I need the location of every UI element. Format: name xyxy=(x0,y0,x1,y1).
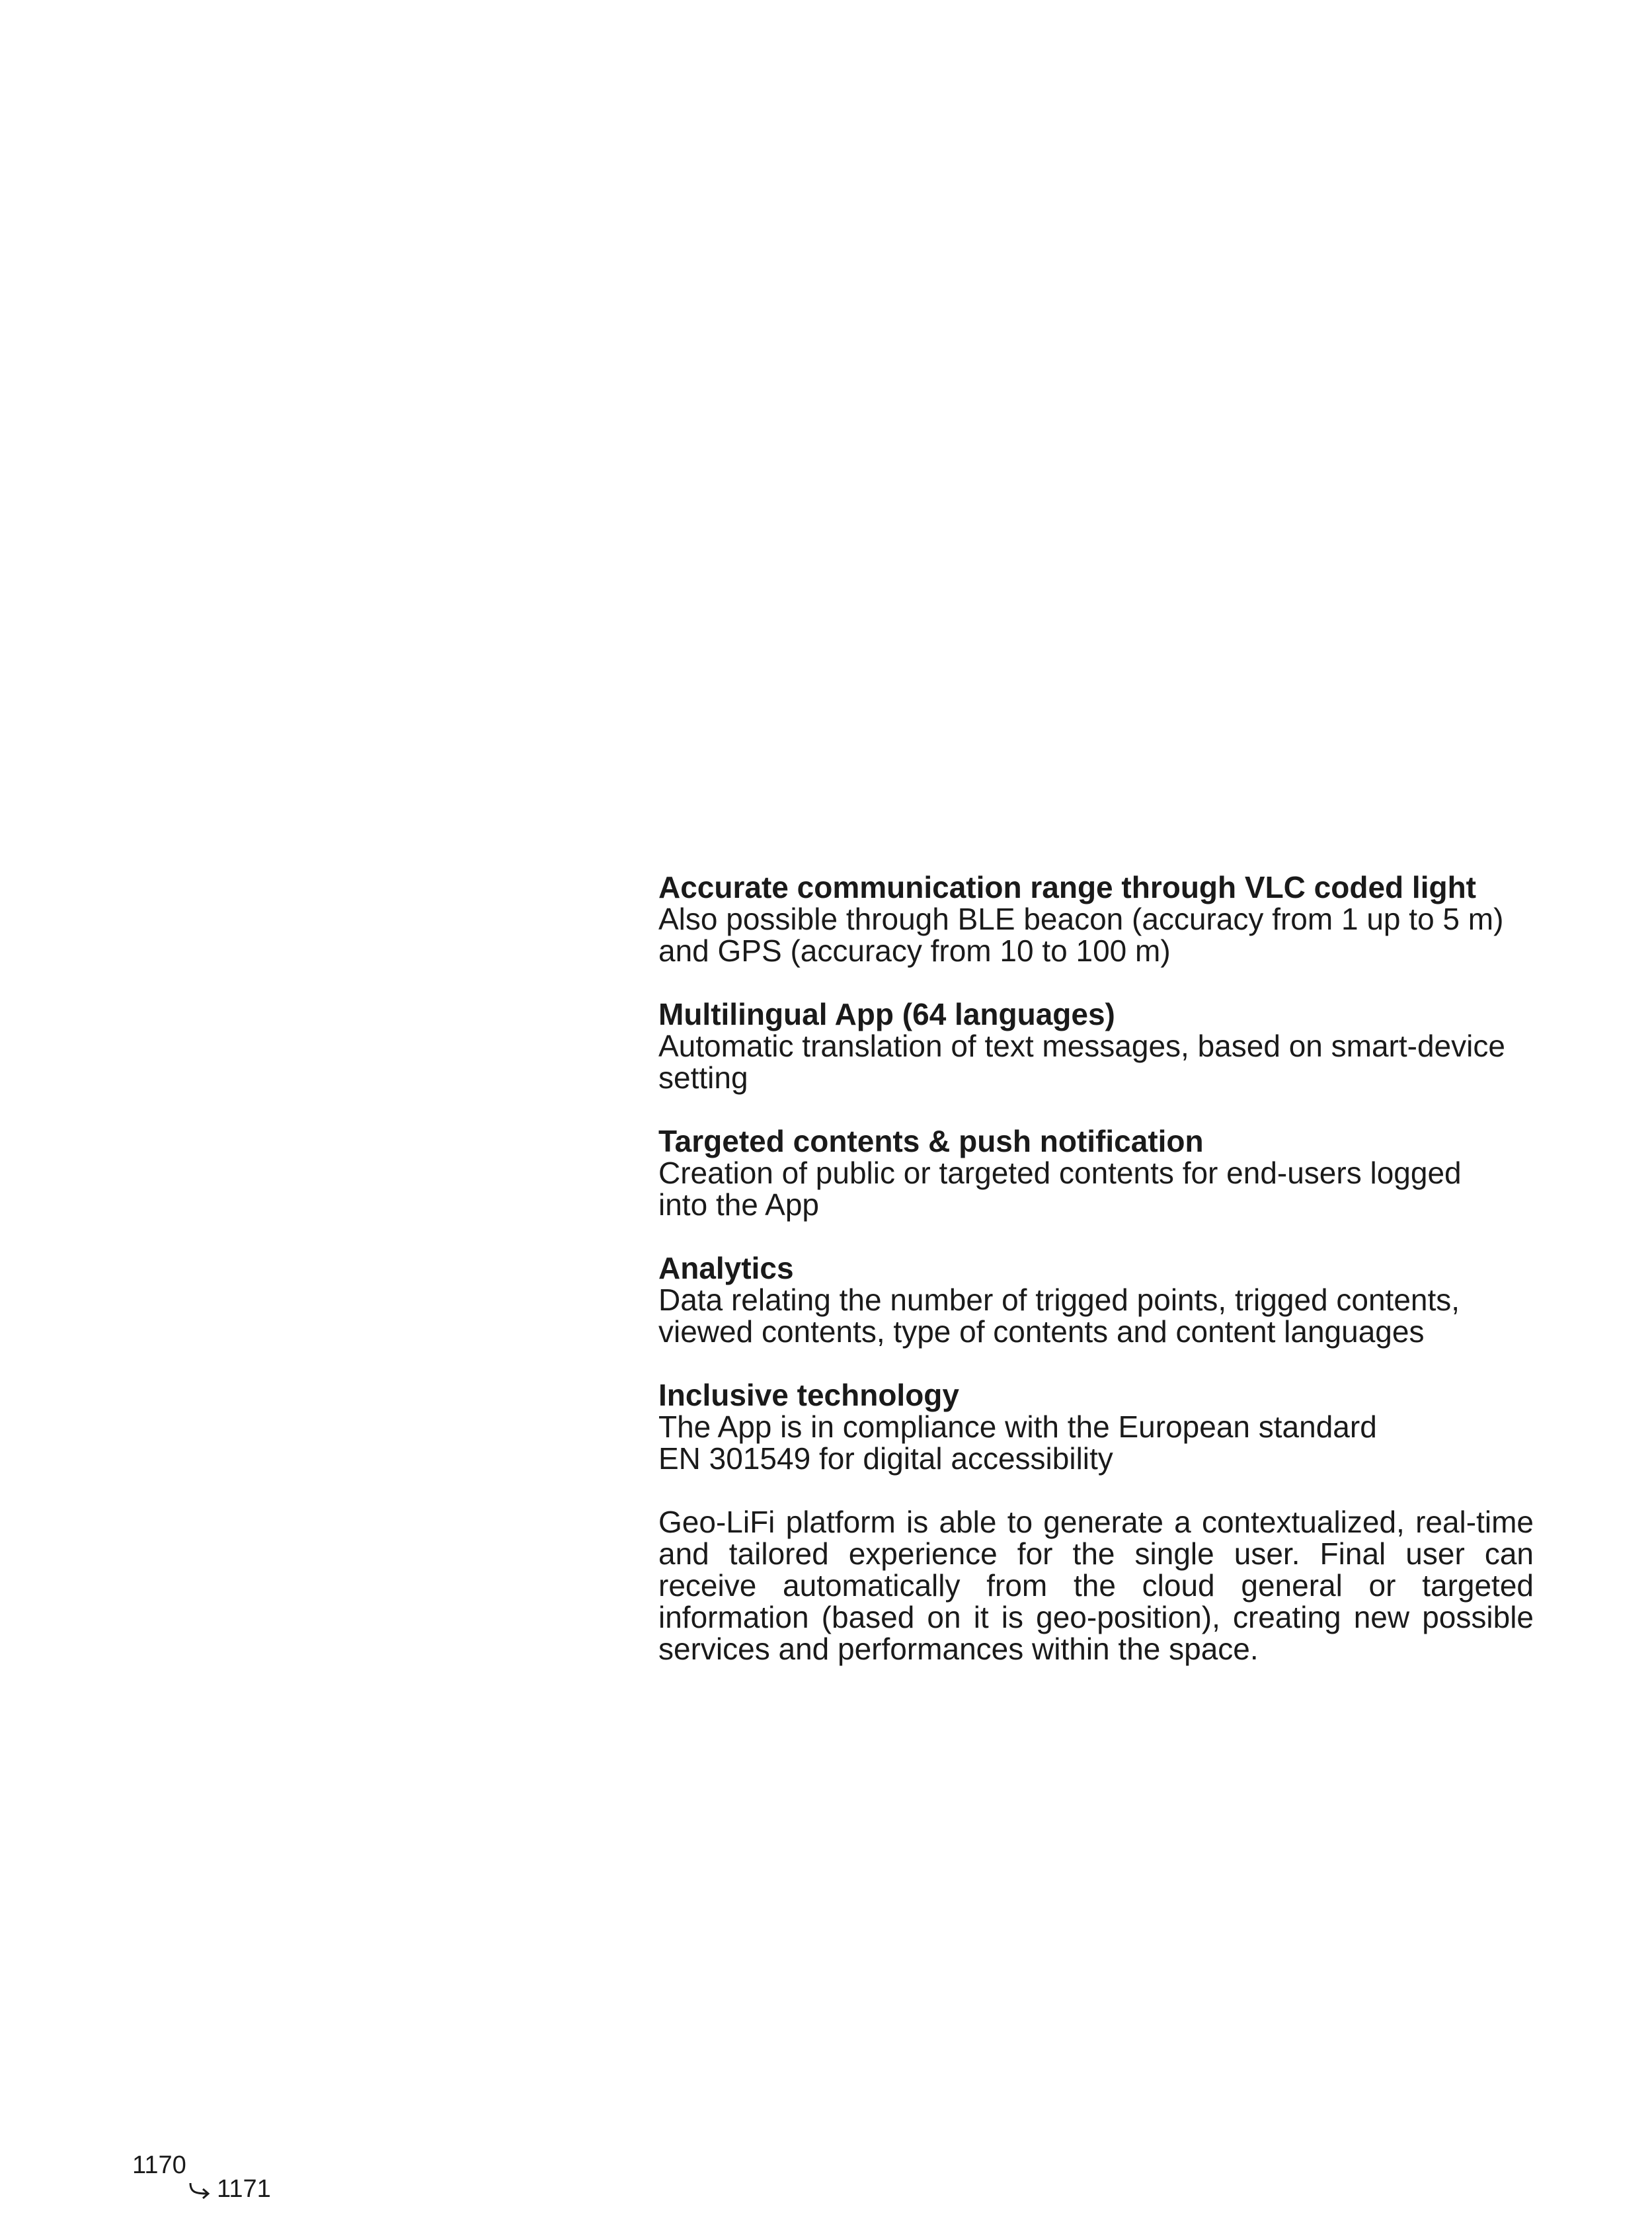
feature-inclusive xyxy=(658,1379,1534,1474)
page-number-left: 1170 xyxy=(132,2151,186,2179)
feature-list xyxy=(658,871,1534,1696)
feature-title: Analytics xyxy=(658,1251,794,1285)
summary-block xyxy=(658,1506,1534,1665)
feature-description: The App is in compliance with the European standard EN 301549 for digital accessibility xyxy=(658,1410,1377,1476)
page-number-right: 1171 xyxy=(217,2175,271,2203)
feature-title: Inclusive technology xyxy=(658,1378,959,1412)
feature-description: Automatic translation of text messages, based on smart-device setting xyxy=(658,1029,1505,1095)
feature-analytics xyxy=(658,1252,1534,1347)
feature-description: Data relating the number of trigged points, trigged contents, viewed contents, type of contents and content languages xyxy=(658,1283,1460,1349)
feature-targeted-contents xyxy=(658,1125,1534,1220)
return-arrow-icon xyxy=(186,2180,213,2200)
feature-title: Multilingual App (64 languages) xyxy=(658,997,1115,1031)
page-number-right-group xyxy=(186,2176,271,2202)
feature-description: Creation of public or targeted contents for end-users logged into the App xyxy=(658,1156,1462,1222)
feature-title: Targeted contents & push notification xyxy=(658,1124,1204,1158)
feature-title: Accurate communication range through VLC coded light xyxy=(658,870,1476,904)
feature-description: Also possible through BLE beacon (accuracy from 1 up to 5 m) and GPS (accuracy from 10 to 100 m) xyxy=(658,902,1504,968)
summary-paragraph: Geo-LiFi platform is able to generate a contextualized, real-time and tailored experience for the single user. Final user can receive automatically from the cloud general or targeted information (based on it is geo-position), creating new possible services and performances within the space. xyxy=(658,1505,1534,1666)
feature-multilingual xyxy=(658,998,1534,1094)
feature-vlc xyxy=(658,871,1534,967)
